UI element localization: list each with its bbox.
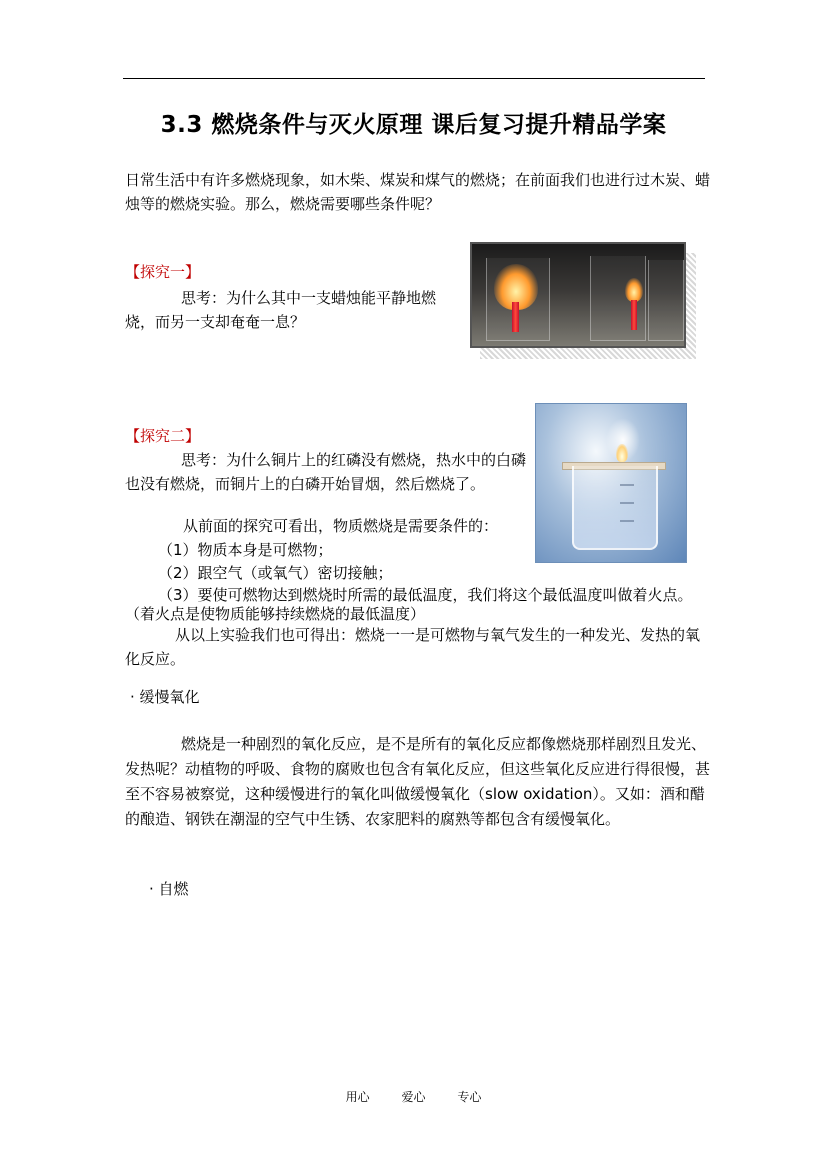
footer-item: 专心	[457, 1090, 482, 1104]
summary-lead: 从前面的探究可看出，物质燃烧是需要条件的：	[183, 517, 499, 535]
candles-in-beakers-image	[470, 242, 686, 348]
beaker-mark	[620, 520, 634, 522]
beaker-mark	[620, 502, 634, 504]
section-1-body: 思考：为什么其中一支蜡烛能平静地燃烧，而另一支却奄奄一息？	[125, 289, 437, 331]
condition-3: （3）要使可燃物达到燃烧时所需的最低温度，我们将这个最低温度叫做着火点。	[158, 586, 693, 604]
phosphorus-beaker-image	[535, 403, 687, 563]
bullet-spontaneous-combustion: · 自燃	[149, 880, 189, 898]
intro-paragraph: 日常生活中有许多燃烧现象，如木柴、煤炭和煤气的燃烧；在前面我们也进行过木炭、蜡烛等的燃烧实验。那么，燃烧需要哪些条件呢？	[125, 171, 711, 213]
candle-left	[512, 302, 519, 332]
glass-beaker	[572, 466, 658, 550]
bullet-slow-oxidation: · 缓慢氧化	[130, 688, 200, 706]
section-2-body: 思考：为什么铜片上的红磷没有燃烧，热水中的白磷也没有燃烧，而铜片上的白磷开始冒烟，然后燃烧了。	[125, 451, 527, 493]
ignition-point-note: （着火点是使物质能够持续燃烧的最低温度）	[125, 605, 426, 623]
beaker-right	[648, 260, 684, 341]
beaker-mark	[620, 484, 634, 486]
conclusion-paragraph: 从以上实验我们也可得出：燃烧一一是可燃物与氧气发生的一种发光、发热的氧化反应。	[125, 626, 701, 668]
condition-1: （1）物质本身是可燃物；	[158, 541, 333, 559]
header-rule	[123, 78, 705, 79]
flame-dim	[625, 278, 643, 302]
page-footer	[0, 1088, 827, 1105]
footer-item: 用心	[345, 1090, 370, 1104]
section-2-heading: 【探究二】	[125, 427, 201, 445]
section-1-heading: 【探究一】	[125, 263, 201, 281]
slow-oxidation-paragraph: 燃烧是一种剧烈的氧化反应，是不是所有的氧化反应都像燃烧那样剧烈且发光、发热呢？动植物的呼吸、食物的腐败也包含有氧化反应，但这些氧化反应进行得很慢，甚至不容易被察觉，这种缓慢进行的氧化叫做缓慢氧化（slow oxidation）。又如：酒和醋的酿造、钢铁在潮湿的空气中生锈、农家肥料的腐熟等都包含有缓慢氧化。	[125, 735, 711, 828]
footer-item: 爱心	[401, 1090, 426, 1104]
page-title: 3.3 燃烧条件与灭火原理 课后复习提升精品学案	[160, 112, 667, 138]
phosphorus-flame	[616, 444, 628, 462]
candle-right	[631, 300, 637, 330]
condition-2: （2）跟空气（或氧气）密切接触；	[158, 564, 393, 582]
